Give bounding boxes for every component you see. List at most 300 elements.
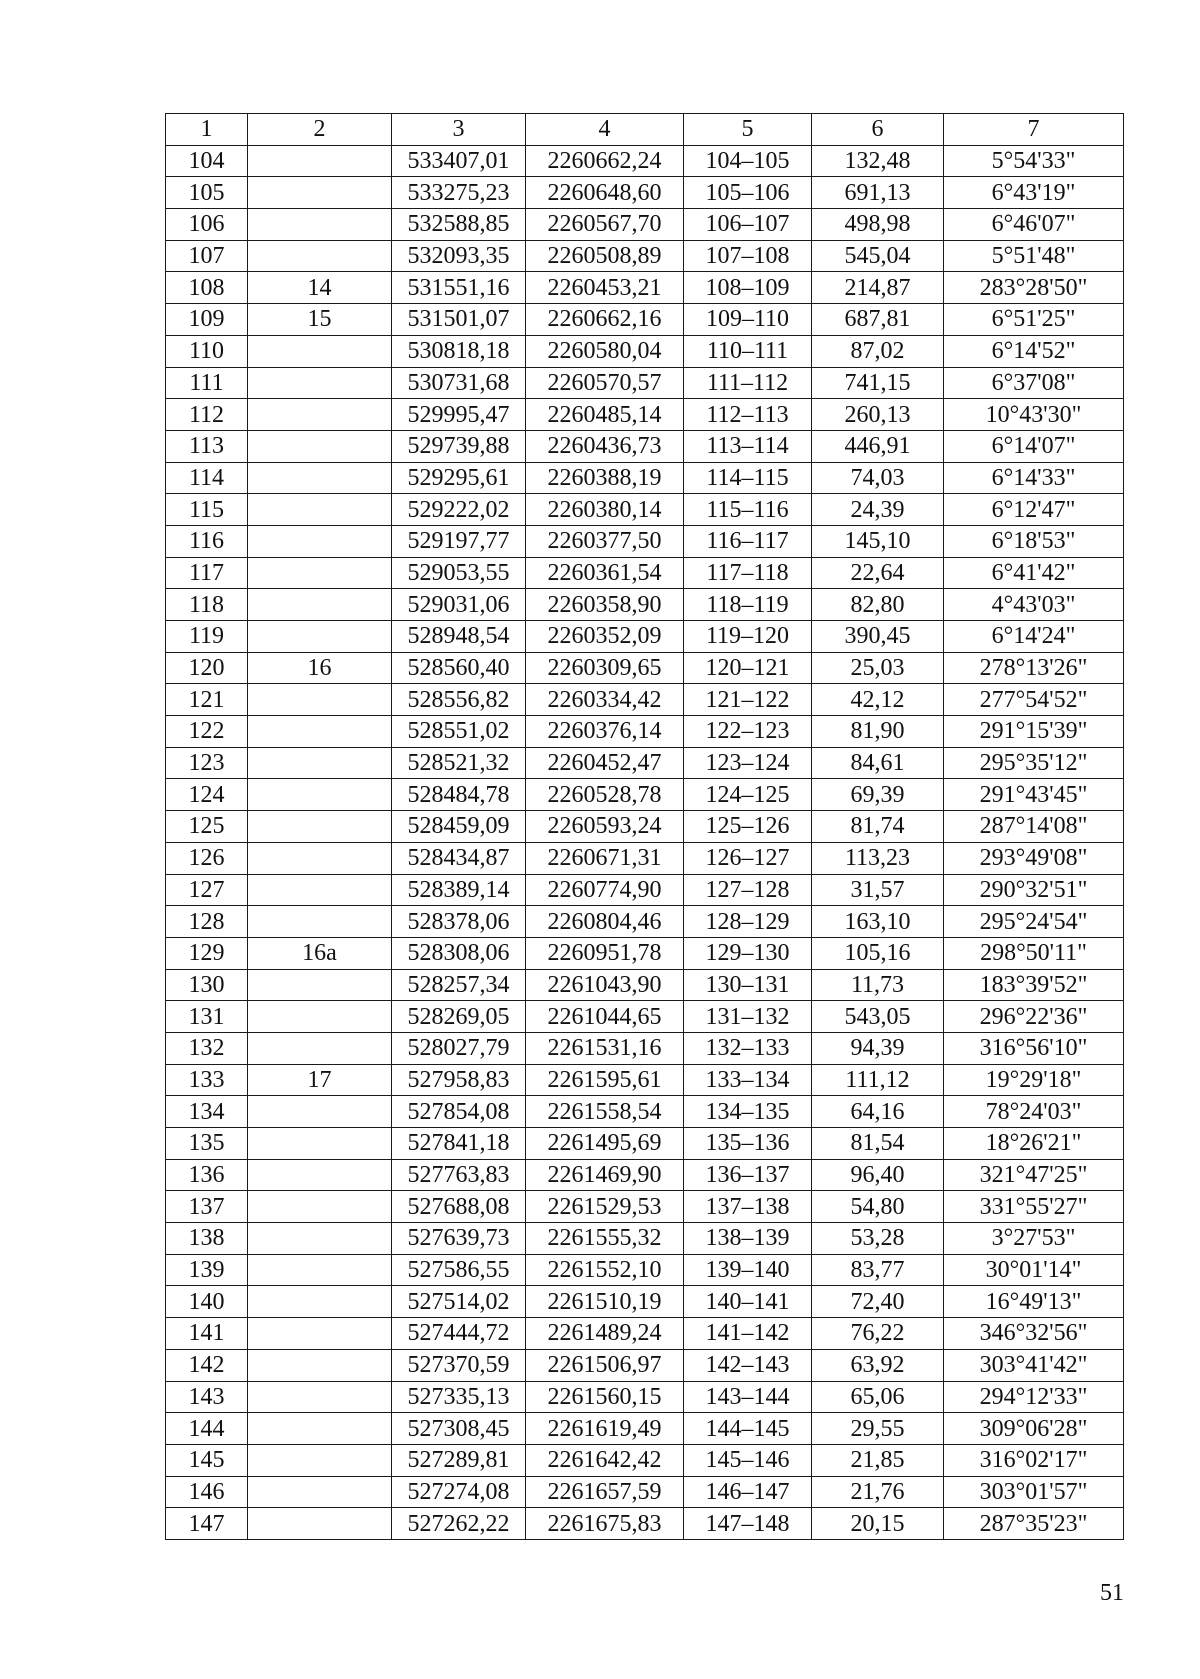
table-cell: 2260452,47: [526, 747, 684, 779]
table-cell: 3°27'53": [944, 1223, 1124, 1255]
table-cell: 104–105: [684, 145, 812, 177]
table-cell: 104: [166, 145, 248, 177]
table-cell: 132–133: [684, 1032, 812, 1064]
table-row: [166, 177, 1124, 209]
table-cell: 84,61: [812, 747, 944, 779]
table-row: [166, 621, 1124, 653]
table-cell: 76,22: [812, 1318, 944, 1350]
table-cell: 527763,83: [392, 1159, 526, 1191]
table-row: [166, 1508, 1124, 1540]
table-cell: 119–120: [684, 621, 812, 653]
table-row: [166, 399, 1124, 431]
table-row: [166, 1444, 1124, 1476]
table-cell: [248, 874, 392, 906]
table-cell: [248, 1159, 392, 1191]
table-cell: 277°54'52": [944, 684, 1124, 716]
table-row: [166, 1064, 1124, 1096]
table-row: [166, 1001, 1124, 1033]
table-cell: [248, 1223, 392, 1255]
table-cell: 303°01'57": [944, 1476, 1124, 1508]
table-cell: 72,40: [812, 1286, 944, 1318]
table-cell: 528434,87: [392, 842, 526, 874]
table-cell: 691,13: [812, 177, 944, 209]
table-cell: 106: [166, 209, 248, 241]
table-cell: 293°49'08": [944, 842, 1124, 874]
table-cell: 16: [248, 652, 392, 684]
table-cell: 6°14'33": [944, 462, 1124, 494]
table-cell: 133–134: [684, 1064, 812, 1096]
table-cell: 183°39'52": [944, 969, 1124, 1001]
coordinates-table: [165, 113, 1124, 1540]
table-cell: 6°41'42": [944, 557, 1124, 589]
table-cell: 112: [166, 399, 248, 431]
table-cell: 126: [166, 842, 248, 874]
table-cell: 119: [166, 621, 248, 653]
table-cell: 6°14'52": [944, 335, 1124, 367]
table-cell: 278°13'26": [944, 652, 1124, 684]
table-row: [166, 716, 1124, 748]
table-cell: 109: [166, 304, 248, 336]
table-cell: 531501,07: [392, 304, 526, 336]
page-number: 51: [1100, 1580, 1124, 1606]
table-cell: 529295,61: [392, 462, 526, 494]
table-cell: [248, 1413, 392, 1445]
table-cell: 115–116: [684, 494, 812, 526]
table-cell: 112–113: [684, 399, 812, 431]
table-row: [166, 367, 1124, 399]
table-row: [166, 557, 1124, 589]
table-cell: [248, 716, 392, 748]
table-cell: [248, 1286, 392, 1318]
table-cell: 143–144: [684, 1381, 812, 1413]
table-cell: 527639,73: [392, 1223, 526, 1255]
table-cell: 134–135: [684, 1096, 812, 1128]
table-cell: [248, 1476, 392, 1508]
table-cell: 2261531,16: [526, 1032, 684, 1064]
table-row: [166, 1128, 1124, 1160]
table-cell: 69,39: [812, 779, 944, 811]
table-cell: 31,57: [812, 874, 944, 906]
table-cell: 2260388,19: [526, 462, 684, 494]
table-cell: 5°54'33": [944, 145, 1124, 177]
table-cell: [248, 747, 392, 779]
table-cell: 2260951,78: [526, 937, 684, 969]
table-cell: 135–136: [684, 1128, 812, 1160]
table-cell: 687,81: [812, 304, 944, 336]
table-cell: 527688,08: [392, 1191, 526, 1223]
table-cell: 141–142: [684, 1318, 812, 1350]
table-cell: [248, 1032, 392, 1064]
table-row: [166, 1223, 1124, 1255]
table-row: [166, 430, 1124, 462]
column-header: 6: [812, 114, 944, 146]
table-cell: 2260580,04: [526, 335, 684, 367]
table-cell: 528551,02: [392, 716, 526, 748]
table-cell: [248, 209, 392, 241]
table-cell: 20,15: [812, 1508, 944, 1540]
table-cell: 144–145: [684, 1413, 812, 1445]
table-cell: 2261619,49: [526, 1413, 684, 1445]
table-cell: 545,04: [812, 240, 944, 272]
table-cell: 129: [166, 937, 248, 969]
table-cell: 105,16: [812, 937, 944, 969]
table-cell: [248, 335, 392, 367]
table-cell: [248, 145, 392, 177]
table-cell: 6°37'08": [944, 367, 1124, 399]
table-cell: [248, 589, 392, 621]
table-cell: 2261642,42: [526, 1444, 684, 1476]
table-cell: 54,80: [812, 1191, 944, 1223]
table-row: [166, 1286, 1124, 1318]
table-cell: 134: [166, 1096, 248, 1128]
table-cell: 127: [166, 874, 248, 906]
column-header: 2: [248, 114, 392, 146]
table-row: [166, 969, 1124, 1001]
table-cell: 96,40: [812, 1159, 944, 1191]
table-row: [166, 1318, 1124, 1350]
table-row: [166, 1191, 1124, 1223]
table-cell: 107: [166, 240, 248, 272]
table-cell: 527274,08: [392, 1476, 526, 1508]
table-cell: 2261675,83: [526, 1508, 684, 1540]
table-cell: 16а: [248, 937, 392, 969]
table-cell: 111–112: [684, 367, 812, 399]
table-body: [166, 145, 1124, 1539]
table-cell: 65,06: [812, 1381, 944, 1413]
table-cell: 2261555,32: [526, 1223, 684, 1255]
table-cell: 528459,09: [392, 811, 526, 843]
table-cell: [248, 1318, 392, 1350]
table-cell: 2261506,97: [526, 1349, 684, 1381]
table-cell: [248, 621, 392, 653]
table-cell: 147: [166, 1508, 248, 1540]
table-cell: 25,03: [812, 652, 944, 684]
table-cell: [248, 811, 392, 843]
table-cell: 2261558,54: [526, 1096, 684, 1128]
table-cell: 81,74: [812, 811, 944, 843]
table-cell: 530818,18: [392, 335, 526, 367]
table-row: [166, 811, 1124, 843]
table-cell: 6°51'25": [944, 304, 1124, 336]
table-cell: 105: [166, 177, 248, 209]
table-row: [166, 462, 1124, 494]
table-cell: 74,03: [812, 462, 944, 494]
table-cell: 303°41'42": [944, 1349, 1124, 1381]
table-cell: 2260453,21: [526, 272, 684, 304]
table-cell: 113–114: [684, 430, 812, 462]
table-row: [166, 1096, 1124, 1128]
table-cell: 122–123: [684, 716, 812, 748]
table-cell: [248, 1254, 392, 1286]
table-cell: 528308,06: [392, 937, 526, 969]
table-cell: 2260662,16: [526, 304, 684, 336]
table-cell: 2260662,24: [526, 145, 684, 177]
table-cell: 120: [166, 652, 248, 684]
table-cell: 528560,40: [392, 652, 526, 684]
table-cell: 283°28'50": [944, 272, 1124, 304]
table-cell: [248, 1508, 392, 1540]
table-row: [166, 1349, 1124, 1381]
table-cell: 331°55'27": [944, 1191, 1124, 1223]
table-cell: 138: [166, 1223, 248, 1255]
table-cell: 131: [166, 1001, 248, 1033]
table-cell: 130: [166, 969, 248, 1001]
table-cell: 83,77: [812, 1254, 944, 1286]
table-cell: 2260804,46: [526, 906, 684, 938]
table-cell: 132: [166, 1032, 248, 1064]
table-cell: 145: [166, 1444, 248, 1476]
table-cell: 130–131: [684, 969, 812, 1001]
column-header: 5: [684, 114, 812, 146]
table-row: [166, 272, 1124, 304]
table-cell: 533407,01: [392, 145, 526, 177]
table-cell: 321°47'25": [944, 1159, 1124, 1191]
table-cell: 139–140: [684, 1254, 812, 1286]
table-header-row: [166, 114, 1124, 146]
table-cell: [248, 1001, 392, 1033]
table-cell: 137–138: [684, 1191, 812, 1223]
table-cell: 6°14'07": [944, 430, 1124, 462]
table-cell: 113: [166, 430, 248, 462]
table-cell: 140: [166, 1286, 248, 1318]
table-row: [166, 1032, 1124, 1064]
table-cell: 42,12: [812, 684, 944, 716]
table-cell: 2260358,90: [526, 589, 684, 621]
table-row: [166, 779, 1124, 811]
table-cell: 128: [166, 906, 248, 938]
table-cell: 135: [166, 1128, 248, 1160]
table-cell: [248, 969, 392, 1001]
table-cell: 132,48: [812, 145, 944, 177]
table-cell: 105–106: [684, 177, 812, 209]
table-cell: 124: [166, 779, 248, 811]
table-cell: 127–128: [684, 874, 812, 906]
table-row: [166, 494, 1124, 526]
table-row: [166, 906, 1124, 938]
table-cell: 87,02: [812, 335, 944, 367]
table-cell: 2261529,53: [526, 1191, 684, 1223]
table-cell: 142–143: [684, 1349, 812, 1381]
table-cell: [248, 1349, 392, 1381]
table-row: [166, 652, 1124, 684]
table-cell: 346°32'56": [944, 1318, 1124, 1350]
table-cell: 21,76: [812, 1476, 944, 1508]
table-cell: 64,16: [812, 1096, 944, 1128]
table-row: [166, 304, 1124, 336]
table-cell: 2261043,90: [526, 969, 684, 1001]
table-cell: 129–130: [684, 937, 812, 969]
table-cell: 114–115: [684, 462, 812, 494]
table-row: [166, 842, 1124, 874]
table-row: [166, 145, 1124, 177]
table-cell: [248, 1191, 392, 1223]
table-cell: 125–126: [684, 811, 812, 843]
table-cell: 2261595,61: [526, 1064, 684, 1096]
table-cell: 17: [248, 1064, 392, 1096]
table-cell: 528556,82: [392, 684, 526, 716]
table-cell: 108: [166, 272, 248, 304]
table-cell: 2260567,70: [526, 209, 684, 241]
table-cell: 14: [248, 272, 392, 304]
table-cell: 316°02'17": [944, 1444, 1124, 1476]
table-cell: 123: [166, 747, 248, 779]
table-cell: 136: [166, 1159, 248, 1191]
table-cell: 133: [166, 1064, 248, 1096]
column-header: 4: [526, 114, 684, 146]
table-cell: 214,87: [812, 272, 944, 304]
table-cell: 527514,02: [392, 1286, 526, 1318]
column-header: 3: [392, 114, 526, 146]
table-cell: 2261510,19: [526, 1286, 684, 1318]
table-cell: 533275,23: [392, 177, 526, 209]
table-cell: 543,05: [812, 1001, 944, 1033]
table-cell: 529197,77: [392, 525, 526, 557]
table-row: [166, 209, 1124, 241]
table-cell: [248, 1128, 392, 1160]
table-cell: 63,92: [812, 1349, 944, 1381]
table-cell: 6°43'19": [944, 177, 1124, 209]
table-cell: 2261044,65: [526, 1001, 684, 1033]
table-cell: 109–110: [684, 304, 812, 336]
table-cell: 81,54: [812, 1128, 944, 1160]
table-cell: 118: [166, 589, 248, 621]
table-cell: 528484,78: [392, 779, 526, 811]
table-cell: 529222,02: [392, 494, 526, 526]
table-cell: 111: [166, 367, 248, 399]
table-cell: 2260485,14: [526, 399, 684, 431]
table-cell: 527335,13: [392, 1381, 526, 1413]
table-cell: 527262,22: [392, 1508, 526, 1540]
table-cell: 2261552,10: [526, 1254, 684, 1286]
table-cell: [248, 779, 392, 811]
table-row: [166, 1159, 1124, 1191]
table-cell: 123–124: [684, 747, 812, 779]
table-cell: 116–117: [684, 525, 812, 557]
table-cell: 146–147: [684, 1476, 812, 1508]
table-cell: [248, 177, 392, 209]
table-row: [166, 874, 1124, 906]
table-cell: 118–119: [684, 589, 812, 621]
table-cell: 122: [166, 716, 248, 748]
table-cell: 21,85: [812, 1444, 944, 1476]
table-cell: 116: [166, 525, 248, 557]
table-cell: 114: [166, 462, 248, 494]
table-cell: 287°35'23": [944, 1508, 1124, 1540]
table-cell: 11,73: [812, 969, 944, 1001]
table-cell: 22,64: [812, 557, 944, 589]
table-cell: [248, 906, 392, 938]
table-cell: 741,15: [812, 367, 944, 399]
table-cell: 2261489,24: [526, 1318, 684, 1350]
table-cell: 137: [166, 1191, 248, 1223]
table-cell: [248, 1096, 392, 1128]
table-cell: 163,10: [812, 906, 944, 938]
table-cell: 107–108: [684, 240, 812, 272]
table-header: [166, 114, 1124, 146]
table-cell: 126–127: [684, 842, 812, 874]
table-cell: 4°43'03": [944, 589, 1124, 621]
table-row: [166, 937, 1124, 969]
table-cell: 2260508,89: [526, 240, 684, 272]
table-cell: 296°22'36": [944, 1001, 1124, 1033]
table-cell: 527958,83: [392, 1064, 526, 1096]
table-cell: 19°29'18": [944, 1064, 1124, 1096]
table-cell: 294°12'33": [944, 1381, 1124, 1413]
table-cell: 15: [248, 304, 392, 336]
table-cell: [248, 842, 392, 874]
table-cell: [248, 525, 392, 557]
table-cell: 5°51'48": [944, 240, 1124, 272]
table-cell: 295°24'54": [944, 906, 1124, 938]
table-cell: 142: [166, 1349, 248, 1381]
table-cell: 528378,06: [392, 906, 526, 938]
table-cell: 113,23: [812, 842, 944, 874]
table-cell: 527586,55: [392, 1254, 526, 1286]
table-cell: 82,80: [812, 589, 944, 621]
table-cell: [248, 462, 392, 494]
table-cell: 29,55: [812, 1413, 944, 1445]
table-cell: 144: [166, 1413, 248, 1445]
table-cell: 2260334,42: [526, 684, 684, 716]
table-cell: 6°18'53": [944, 525, 1124, 557]
table-cell: [248, 494, 392, 526]
table-cell: 125: [166, 811, 248, 843]
table-cell: [248, 240, 392, 272]
table-row: [166, 525, 1124, 557]
table-cell: 124–125: [684, 779, 812, 811]
table-cell: 529739,88: [392, 430, 526, 462]
table-cell: 527854,08: [392, 1096, 526, 1128]
table-cell: 291°43'45": [944, 779, 1124, 811]
table-cell: 529031,06: [392, 589, 526, 621]
table-cell: 6°12'47": [944, 494, 1124, 526]
table-cell: 147–148: [684, 1508, 812, 1540]
table-cell: 528389,14: [392, 874, 526, 906]
table-cell: [248, 367, 392, 399]
table-cell: 528948,54: [392, 621, 526, 653]
table-cell: 2260361,54: [526, 557, 684, 589]
table-row: [166, 747, 1124, 779]
table-cell: 24,39: [812, 494, 944, 526]
table-cell: 145–146: [684, 1444, 812, 1476]
table-cell: 121–122: [684, 684, 812, 716]
table-cell: 2260352,09: [526, 621, 684, 653]
table-row: [166, 1254, 1124, 1286]
table-cell: 291°15'39": [944, 716, 1124, 748]
table-cell: 2260671,31: [526, 842, 684, 874]
table-cell: 2260377,50: [526, 525, 684, 557]
table-row: [166, 335, 1124, 367]
table-cell: [248, 430, 392, 462]
table-cell: 2261495,69: [526, 1128, 684, 1160]
table-cell: 390,45: [812, 621, 944, 653]
table-cell: 529995,47: [392, 399, 526, 431]
table-cell: 146: [166, 1476, 248, 1508]
table-cell: 528027,79: [392, 1032, 526, 1064]
table-cell: 110: [166, 335, 248, 367]
table-row: [166, 589, 1124, 621]
table-cell: 94,39: [812, 1032, 944, 1064]
table-cell: 81,90: [812, 716, 944, 748]
table-cell: 131–132: [684, 1001, 812, 1033]
table-cell: 117–118: [684, 557, 812, 589]
table-cell: 309°06'28": [944, 1413, 1124, 1445]
table-cell: 446,91: [812, 430, 944, 462]
table-cell: [248, 684, 392, 716]
table-cell: [248, 1381, 392, 1413]
table-cell: 528521,32: [392, 747, 526, 779]
table-cell: 2261560,15: [526, 1381, 684, 1413]
